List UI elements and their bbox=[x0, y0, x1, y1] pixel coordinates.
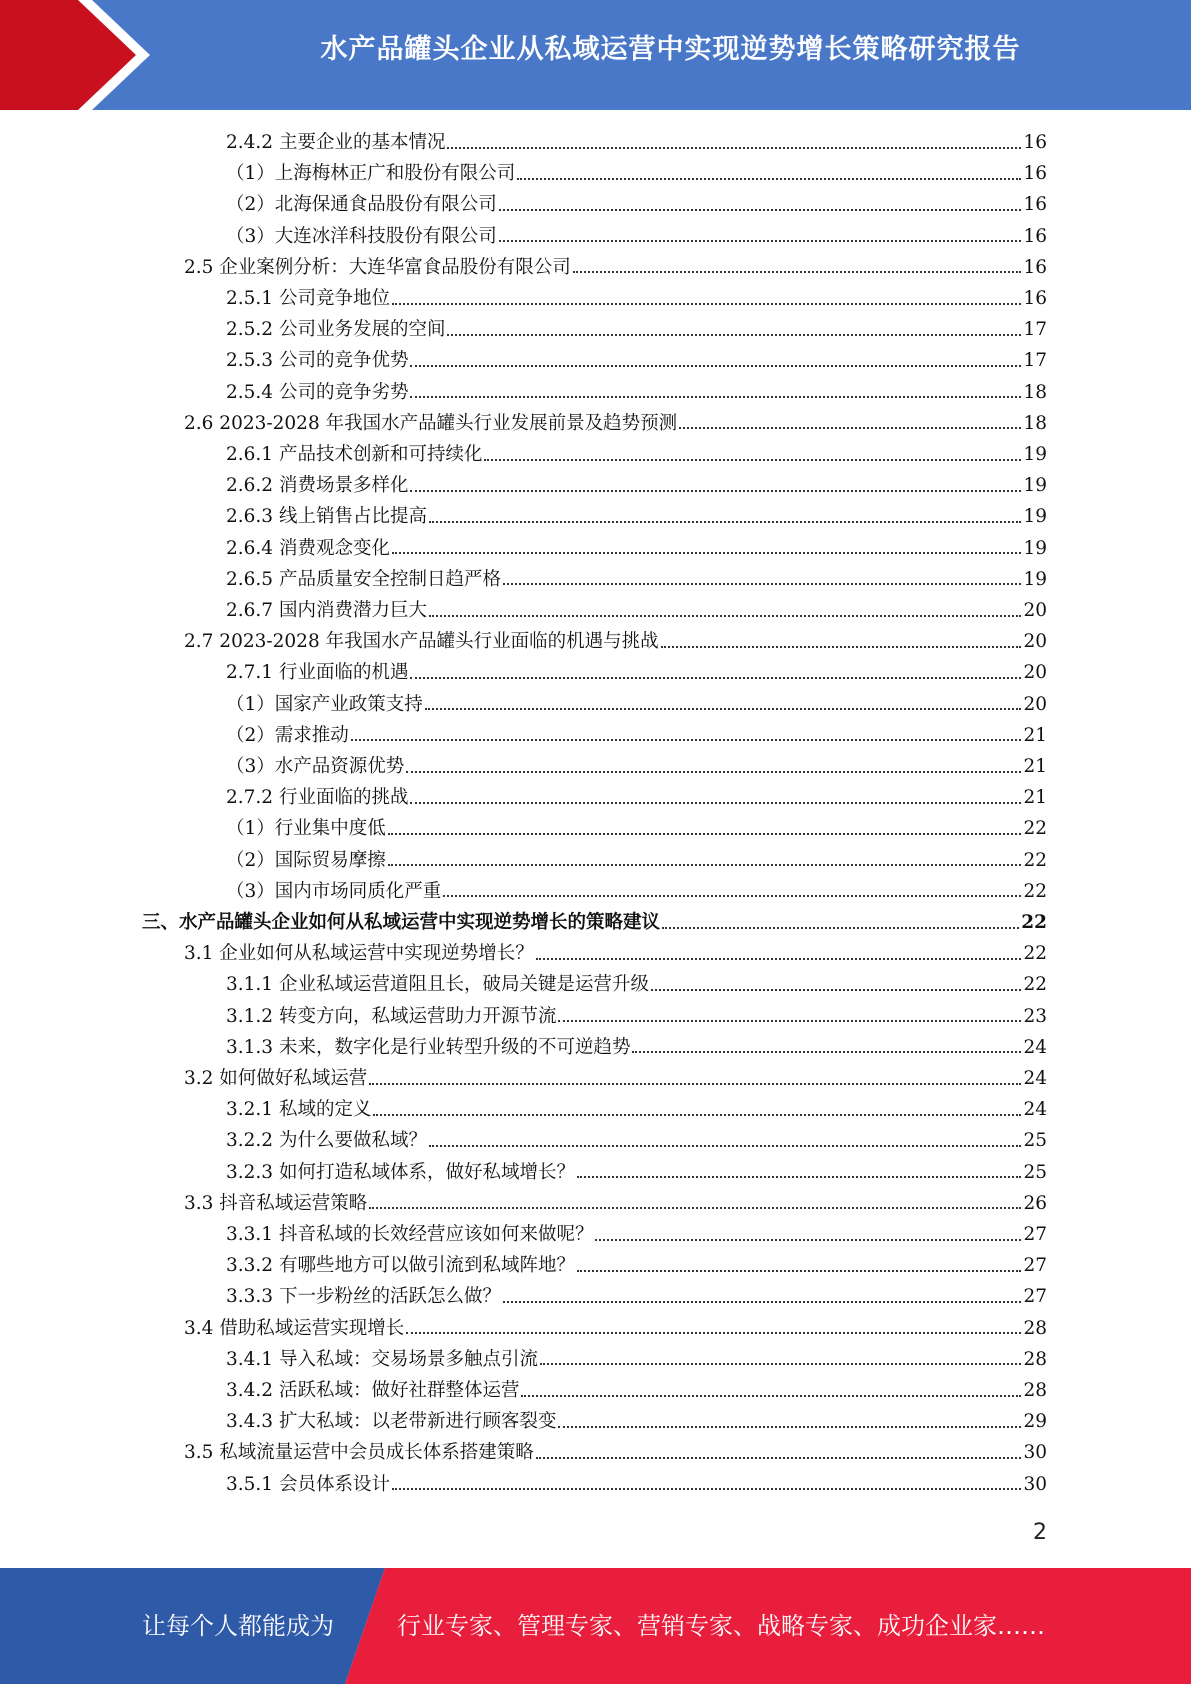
toc-dot-leader bbox=[392, 551, 1021, 554]
chevron-arrow-icon bbox=[0, 0, 150, 110]
toc-entry-page: 27 bbox=[1023, 1224, 1047, 1245]
toc-entry-page: 22 bbox=[1021, 912, 1047, 933]
toc-entry[interactable] bbox=[226, 1125, 1047, 1156]
toc-dot-leader bbox=[410, 395, 1021, 398]
toc-entry[interactable] bbox=[226, 1157, 1047, 1188]
toc-entry-page: 19 bbox=[1023, 568, 1047, 590]
toc-entry[interactable] bbox=[226, 657, 1047, 688]
toc-entry-title: 2.6.7 国内消费潜力巨大 bbox=[226, 600, 427, 621]
toc-dot-leader bbox=[369, 1206, 1021, 1209]
toc-entry-page: 22 bbox=[1023, 880, 1047, 902]
toc-entry-title: 2.6.1 产品技术创新和可持续化 bbox=[226, 444, 483, 465]
toc-entry[interactable] bbox=[184, 1437, 1047, 1468]
toc-dot-leader bbox=[406, 1331, 1021, 1334]
toc-entry-page: 30 bbox=[1023, 1473, 1047, 1495]
toc-entry-title: 3.2.2 为什么要做私域？ bbox=[226, 1130, 427, 1152]
toc-entry-title: （1）上海梅林正广和股份有限公司 bbox=[226, 163, 516, 185]
toc-entry[interactable] bbox=[184, 1188, 1047, 1219]
footer-slogan-left: 让每个人都能成为 bbox=[142, 1612, 334, 1640]
toc-dot-leader bbox=[558, 1019, 1021, 1022]
toc-entry-title: 3.2 如何做好私域运营 bbox=[184, 1068, 368, 1089]
toc-entry-page: 20 bbox=[1023, 631, 1047, 653]
toc-entry[interactable] bbox=[226, 876, 1047, 907]
toc-dot-leader bbox=[577, 1269, 1021, 1272]
toc-dot-leader bbox=[521, 1394, 1021, 1397]
toc-entry[interactable] bbox=[184, 626, 1047, 657]
toc-entry-page: 16 bbox=[1023, 225, 1047, 247]
toc-entry[interactable] bbox=[226, 127, 1047, 158]
toc-entry-title: 2.5.3 公司的竞争优势 bbox=[226, 350, 409, 372]
toc-entry[interactable] bbox=[226, 533, 1047, 564]
toc-dot-leader bbox=[632, 1050, 1021, 1053]
toc-dot-leader bbox=[369, 1082, 1021, 1085]
page-number: 2 bbox=[1033, 1520, 1047, 1545]
toc-entry-title: 3.4.3 扩大私域：以老带新进行顾客裂变 bbox=[226, 1411, 557, 1433]
toc-entry-page: 21 bbox=[1023, 724, 1047, 746]
toc-dot-leader bbox=[410, 364, 1021, 367]
toc-entry[interactable] bbox=[226, 439, 1047, 470]
toc-dot-leader bbox=[499, 208, 1022, 211]
toc-entry-page: 27 bbox=[1023, 1255, 1047, 1277]
toc-dot-leader bbox=[351, 738, 1022, 741]
toc-entry-title: 2.5.4 公司的竞争劣势 bbox=[226, 381, 409, 403]
toc-entry[interactable] bbox=[226, 1406, 1047, 1437]
toc-entry-title: 2.7 2023-2028 年我国水产品罐头行业面临的机遇与挑战 bbox=[184, 631, 659, 653]
toc-entry-title: 2.5.2 公司业务发展的空间 bbox=[226, 319, 446, 341]
toc-entry[interactable] bbox=[226, 501, 1047, 532]
toc-entry-page: 28 bbox=[1023, 1317, 1047, 1339]
toc-entry-title: 2.6.3 线上销售占比提高 bbox=[226, 506, 427, 528]
toc-entry[interactable] bbox=[226, 1469, 1047, 1500]
toc-dot-leader bbox=[558, 1425, 1021, 1428]
toc-dot-leader bbox=[392, 1487, 1021, 1490]
toc-entry-page: 22 bbox=[1023, 943, 1047, 965]
toc-dot-leader bbox=[662, 926, 1019, 929]
toc-entry-title: 3.3.3 下一步粉丝的活跃怎么做？ bbox=[226, 1286, 501, 1308]
toc-entry-page: 16 bbox=[1023, 163, 1047, 185]
toc-dot-leader bbox=[536, 1456, 1022, 1459]
toc-dot-leader bbox=[679, 426, 1021, 429]
toc-entry[interactable] bbox=[184, 1063, 1047, 1094]
toc-entry-title: 3.1.1 企业私域运营道阻且长，破局关键是运营升级 bbox=[226, 974, 649, 996]
toc-dot-leader bbox=[499, 239, 1022, 242]
toc-entry[interactable] bbox=[226, 782, 1047, 813]
toc-entry-page: 16 bbox=[1023, 256, 1047, 278]
toc-entry[interactable] bbox=[226, 283, 1047, 314]
toc-entry-page: 23 bbox=[1023, 1005, 1047, 1027]
toc-entry-page: 21 bbox=[1023, 787, 1047, 809]
toc-entry[interactable] bbox=[226, 1001, 1047, 1032]
toc-dot-leader bbox=[651, 988, 1021, 991]
toc-entry[interactable] bbox=[226, 969, 1047, 1000]
toc-entry[interactable] bbox=[226, 845, 1047, 876]
toc-dot-leader bbox=[577, 1175, 1021, 1178]
toc-dot-leader bbox=[388, 832, 1022, 835]
toc-entry-page: 22 bbox=[1023, 849, 1047, 871]
toc-dot-leader bbox=[429, 520, 1021, 523]
toc-entry[interactable] bbox=[226, 564, 1047, 595]
toc-entry-title: （1）行业集中度低 bbox=[226, 818, 386, 840]
toc-entry-title: 3.1.2 转变方向，私域运营助力开源节流 bbox=[226, 1005, 557, 1027]
toc-entry-title: 3.5 私域流量运营中会员成长体系搭建策略 bbox=[184, 1442, 534, 1464]
toc-entry-title: 2.6.5 产品质量安全控制日趋严格 bbox=[226, 568, 501, 590]
toc-entry[interactable] bbox=[226, 1250, 1047, 1281]
toc-entry-title: 3.3.1 抖音私域的长效经营应该如何来做呢？ bbox=[226, 1224, 594, 1245]
toc-entry-page: 25 bbox=[1023, 1130, 1047, 1152]
toc-entry[interactable] bbox=[226, 221, 1047, 252]
toc-entry-title: 3.1.3 未来，数字化是行业转型升级的不可逆趋势 bbox=[226, 1036, 631, 1058]
toc-dot-leader bbox=[536, 957, 1022, 960]
toc-entry-title: 2.6 2023-2028 年我国水产品罐头行业发展前景及趋势预测 bbox=[184, 412, 678, 434]
toc-dot-leader bbox=[429, 614, 1021, 617]
toc-entry-title: 3.3.2 有哪些地方可以做引流到私域阵地？ bbox=[226, 1255, 575, 1277]
toc-entry[interactable] bbox=[226, 1219, 1047, 1250]
toc-entry-page: 28 bbox=[1023, 1380, 1047, 1401]
toc-entry[interactable] bbox=[184, 938, 1047, 969]
toc-entry[interactable] bbox=[184, 408, 1047, 439]
toc-entry-page: 16 bbox=[1023, 194, 1047, 216]
toc-entry-title: 3.4.1 导入私域：交易场景多触点引流 bbox=[226, 1348, 538, 1370]
toc-entry[interactable] bbox=[226, 189, 1047, 220]
toc-dot-leader bbox=[410, 489, 1021, 492]
toc-entry-page: 24 bbox=[1023, 1036, 1047, 1058]
toc-entry-title: （2）北海保通食品股份有限公司 bbox=[226, 194, 497, 216]
toc-entry-title: 3.2.3 如何打造私域体系，做好私域增长？ bbox=[226, 1161, 575, 1183]
toc-dot-leader bbox=[388, 863, 1022, 866]
toc-entry-title: 2.6.4 消费观念变化 bbox=[226, 537, 390, 559]
toc-entry-page: 26 bbox=[1023, 1192, 1047, 1214]
toc-entry[interactable] bbox=[226, 470, 1047, 501]
toc-entry-page: 19 bbox=[1023, 537, 1047, 559]
toc-entry[interactable] bbox=[184, 252, 1047, 283]
toc-entry-title: 3.2.1 私域的定义 bbox=[226, 1099, 372, 1121]
toc-entry-page: 24 bbox=[1023, 1068, 1047, 1089]
toc-entry-page: 17 bbox=[1023, 319, 1047, 341]
toc-entry[interactable] bbox=[142, 907, 1047, 938]
toc-entry-page: 22 bbox=[1023, 818, 1047, 840]
toc-entry[interactable] bbox=[226, 1094, 1047, 1125]
toc-entry-page: 21 bbox=[1023, 756, 1047, 777]
toc-entry[interactable] bbox=[226, 689, 1047, 720]
toc-entry-page: 19 bbox=[1023, 475, 1047, 497]
toc-entry-title: 3.4 借助私域运营实现增长 bbox=[184, 1317, 405, 1339]
toc-entry-title: 2.4.2 主要企业的基本情况 bbox=[226, 132, 446, 153]
toc-entry[interactable] bbox=[184, 1313, 1047, 1344]
toc-entry[interactable] bbox=[226, 377, 1047, 408]
toc-entry-page: 28 bbox=[1023, 1348, 1047, 1370]
toc-entry-title: （2）国际贸易摩擦 bbox=[226, 849, 386, 871]
toc-dot-leader bbox=[503, 1300, 1021, 1303]
toc-entry-title: 3.5.1 会员体系设计 bbox=[226, 1473, 390, 1495]
toc-entry-page: 22 bbox=[1023, 974, 1047, 996]
toc-entry-title: （2）需求推动 bbox=[226, 724, 349, 746]
toc-entry-page: 19 bbox=[1023, 444, 1047, 465]
toc-entry[interactable] bbox=[226, 751, 1047, 782]
toc-entry[interactable] bbox=[226, 813, 1047, 844]
toc-entry-page: 19 bbox=[1023, 506, 1047, 528]
toc-entry[interactable] bbox=[226, 158, 1047, 189]
toc-entry-title: 2.5 企业案例分析：大连华富食品股份有限公司 bbox=[184, 256, 571, 278]
toc-entry-page: 20 bbox=[1023, 662, 1047, 684]
toc-dot-leader bbox=[410, 801, 1021, 804]
toc-entry-page: 30 bbox=[1023, 1442, 1047, 1464]
toc-entry-page: 24 bbox=[1023, 1099, 1047, 1121]
toc-dot-leader bbox=[595, 1238, 1021, 1241]
footer-band bbox=[0, 1568, 1191, 1684]
toc-dot-leader bbox=[406, 770, 1021, 773]
toc-entry[interactable] bbox=[226, 595, 1047, 626]
toc-dot-leader bbox=[429, 1144, 1021, 1147]
toc-entry[interactable] bbox=[226, 1344, 1047, 1375]
toc-dot-leader bbox=[373, 1113, 1021, 1116]
toc-entry-title: 2.6.2 消费场景多样化 bbox=[226, 475, 409, 497]
toc-dot-leader bbox=[573, 270, 1022, 273]
toc-dot-leader bbox=[447, 333, 1021, 336]
toc-entry-title: （3）水产品资源优势 bbox=[226, 756, 405, 777]
toc-entry-page: 27 bbox=[1023, 1286, 1047, 1308]
toc-dot-leader bbox=[661, 645, 1022, 648]
toc-dot-leader bbox=[392, 302, 1021, 305]
toc-entry-page: 18 bbox=[1023, 381, 1047, 403]
toc-entry-title: （3）大连冰洋科技股份有限公司 bbox=[226, 225, 497, 247]
toc-entry-page: 17 bbox=[1023, 350, 1047, 372]
toc-entry-title: 3.1 企业如何从私域运营中实现逆势增长？ bbox=[184, 943, 534, 965]
toc-dot-leader bbox=[517, 177, 1021, 180]
header-band bbox=[0, 0, 1191, 110]
toc-entry-page: 29 bbox=[1023, 1411, 1047, 1433]
toc-entry-title: 2.5.1 公司竞争地位 bbox=[226, 288, 390, 309]
toc-entry-page: 16 bbox=[1023, 288, 1047, 309]
document-title: 水产品罐头企业从私域运营中实现逆势增长策略研究报告 bbox=[320, 34, 1021, 65]
toc-entry[interactable] bbox=[226, 345, 1047, 376]
toc-dot-leader bbox=[484, 458, 1021, 461]
toc-dot-leader bbox=[447, 146, 1021, 149]
toc-entry-page: 20 bbox=[1023, 600, 1047, 621]
toc-entry-page: 18 bbox=[1023, 412, 1047, 434]
toc-entry-title: 三、水产品罐头企业如何从私域运营中实现逆势增长的策略建议 bbox=[142, 912, 661, 933]
toc-entry-title: （3）国内市场同质化严重 bbox=[226, 880, 442, 902]
toc-entry-page: 25 bbox=[1023, 1161, 1047, 1183]
toc-dot-leader bbox=[540, 1362, 1021, 1365]
toc-entry-title: （1）国家产业政策支持 bbox=[226, 693, 423, 715]
toc-entry[interactable] bbox=[226, 314, 1047, 345]
toc-entry-page: 20 bbox=[1023, 693, 1047, 715]
toc-entry-title: 3.4.2 活跃私域：做好社群整体运营 bbox=[226, 1380, 520, 1401]
toc-entry-title: 2.7.1 行业面临的机遇 bbox=[226, 662, 409, 684]
toc-entry[interactable] bbox=[226, 1032, 1047, 1063]
toc-entry-title: 3.3 抖音私域运营策略 bbox=[184, 1192, 368, 1214]
toc-dot-leader bbox=[503, 582, 1021, 585]
toc-dot-leader bbox=[410, 676, 1021, 679]
toc-entry-page: 16 bbox=[1023, 132, 1047, 153]
footer-slogan-right: 行业专家、管理专家、营销专家、战略专家、成功企业家…… bbox=[397, 1612, 1045, 1640]
toc-dot-leader bbox=[443, 894, 1021, 897]
toc-entry[interactable] bbox=[226, 720, 1047, 751]
toc-entry[interactable] bbox=[226, 1281, 1047, 1312]
toc-dot-leader bbox=[425, 707, 1022, 710]
toc-entry-title: 2.7.2 行业面临的挑战 bbox=[226, 787, 409, 809]
toc-entry[interactable] bbox=[226, 1375, 1047, 1406]
